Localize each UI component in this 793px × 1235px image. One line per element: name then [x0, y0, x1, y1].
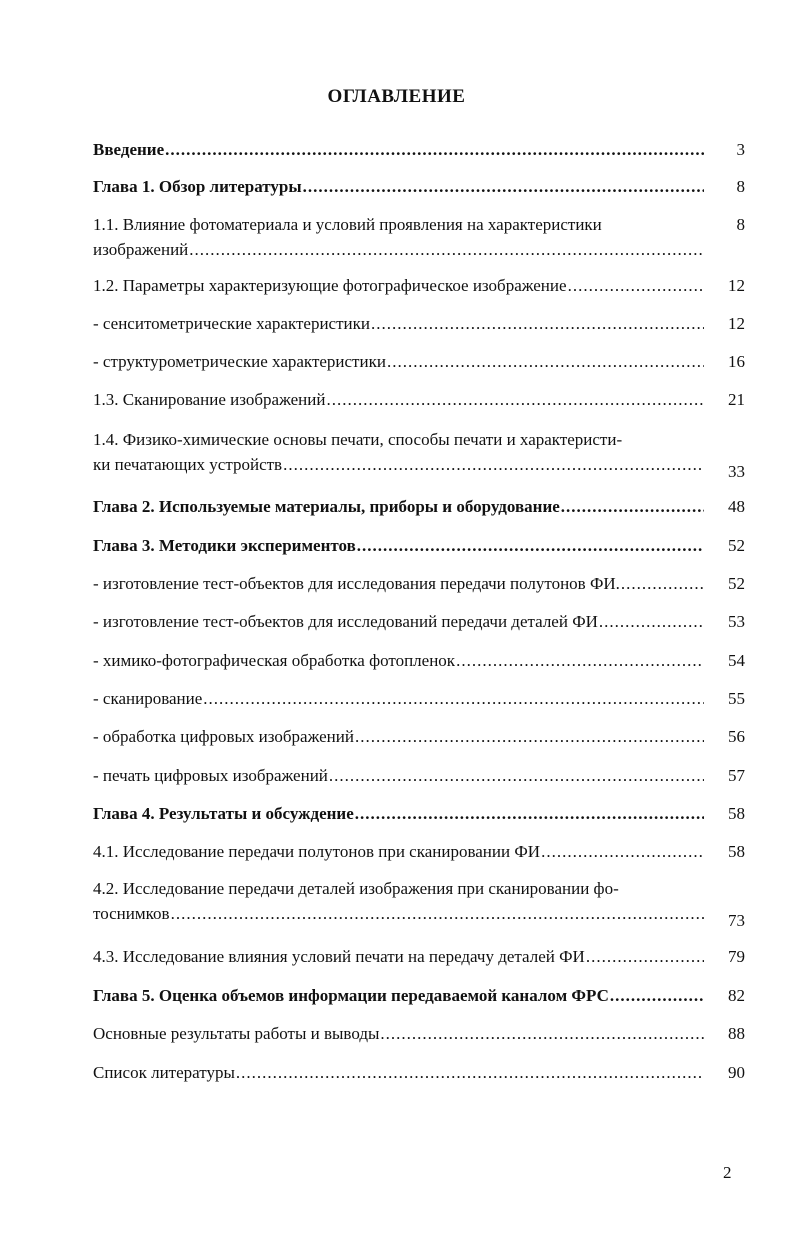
toc-leader [371, 311, 704, 336]
toc-leader [329, 763, 704, 788]
toc-entry-sensitometric [93, 311, 745, 336]
toc-entry-1-2 [93, 273, 745, 298]
toc-page-number: 57 [728, 766, 745, 785]
toc-leader [283, 452, 704, 477]
toc-entry-references [93, 1060, 745, 1085]
toc-page-number: 55 [728, 689, 745, 708]
toc-entry-4-2 [93, 876, 745, 930]
toc-entry-introduction [93, 137, 745, 162]
toc-entry-text: - сканирование [93, 689, 203, 708]
toc-leader [357, 533, 704, 558]
toc-entry-text: Список литературы [93, 1063, 235, 1082]
toc-page-number: 90 [728, 1063, 745, 1082]
toc-entry-text: - изготовление тест-объектов для исследования передачи полутонов ФИ. [93, 574, 620, 593]
toc-entry-4-3 [93, 944, 745, 969]
toc-page-number: 58 [728, 804, 745, 823]
toc-entry-text: Введение [93, 140, 165, 159]
toc-entry-digital-printing [93, 763, 745, 788]
toc-page-number: 79 [728, 947, 745, 966]
toc-entry-1-4 [93, 427, 745, 481]
toc-page-number: 48 [728, 497, 745, 516]
toc-leader [541, 839, 704, 864]
toc-entry-text: - сенситометрические характеристики [93, 314, 370, 333]
toc-page-number: 12 [728, 314, 745, 333]
toc-leader [387, 349, 704, 374]
toc-page-number: 52 [728, 536, 745, 555]
toc-entry-first-line: 4.2. Исследование передачи деталей изображения при сканировании фо- [93, 879, 619, 898]
toc-entry-conclusions [93, 1021, 745, 1046]
toc-page-number: 12 [728, 276, 745, 295]
toc-entry-text: - печать цифровых изображений [93, 766, 328, 785]
toc-page-number: 16 [728, 352, 745, 371]
toc-entry-text: тоснимков [93, 904, 170, 923]
toc-entry-text: 4.3. Исследование влияния условий печати на передачу деталей ФИ [93, 947, 585, 966]
toc-entry-text: 1.2. Параметры характеризующие фотографическое изображение [93, 276, 567, 295]
toc-entry-chapter-3 [93, 533, 745, 558]
toc-leader [610, 983, 704, 1008]
toc-leader [568, 273, 704, 298]
toc-entry-text: - изготовление тест-объектов для исследований передачи деталей ФИ [93, 612, 598, 631]
toc-page-number: 73 [728, 911, 745, 930]
toc-leader [189, 237, 704, 262]
toc-entry-text: Основные результаты работы и выводы [93, 1024, 380, 1043]
toc-page-number: 33 [728, 462, 745, 481]
toc-leader [303, 174, 704, 199]
toc-entry-chapter-5 [93, 983, 745, 1008]
toc-page-number: 52 [728, 574, 745, 593]
toc-entry-text: Глава 4. Результаты и обсуждение [93, 804, 354, 823]
toc-entry-chapter-2 [93, 494, 745, 519]
toc-entry-text: Глава 2. Используемые материалы, приборы и оборудование [93, 497, 560, 516]
toc-page-number: 82 [728, 986, 745, 1005]
toc-leader [621, 571, 704, 596]
toc-entry-structurometric [93, 349, 745, 374]
toc-entry-text: Глава 1. Обзор литературы [93, 177, 302, 196]
toc-page-number: 56 [728, 727, 745, 746]
toc-entry-text: - структурометрические характеристики [93, 352, 386, 371]
toc-entry-4-1 [93, 839, 745, 864]
toc-entry-chapter-4 [93, 801, 745, 826]
toc-leader [171, 901, 704, 926]
toc-entry-digital-processing [93, 724, 745, 749]
toc-page-number: 8 [736, 177, 745, 196]
toc-entry-chapter-1 [93, 174, 745, 199]
toc-page-number: 58 [728, 842, 745, 861]
toc-page-number: 88 [728, 1024, 745, 1043]
toc-page-number: 8 [736, 215, 745, 234]
toc-entry-text: 4.1. Исследование передачи полутонов при сканировании ФИ [93, 842, 541, 861]
toc-entry-first-line: 1.4. Физико-химические основы печати, способы печати и характеристи- [93, 430, 623, 449]
page-number: 2 [723, 1163, 732, 1182]
toc-leader [355, 724, 704, 749]
toc-leader [203, 686, 704, 711]
toc-entry-1-1 [93, 212, 745, 262]
toc-entry-text: Глава 3. Методики экспериментов [93, 536, 356, 555]
toc-entry-detail-test [93, 609, 745, 634]
toc-entry-1-3 [93, 387, 745, 412]
toc-entry-text: ки печатающих устройств [93, 455, 283, 474]
toc-page-number: 54 [728, 651, 745, 670]
toc-entry-scanning [93, 686, 745, 711]
toc-entry-text: - химико-фотографическая обработка фотопленок [93, 651, 456, 670]
toc-entry-text: - обработка цифровых изображений [93, 727, 354, 746]
toc-entry-halftone-test [93, 571, 745, 596]
toc-leader [326, 387, 704, 412]
toc-leader [599, 609, 704, 634]
toc-entry-first-line: 1.1. Влияние фотоматериала и условий проявления на характеристики [93, 215, 602, 234]
toc-leader [561, 494, 704, 519]
toc-entry-text: 1.3. Сканирование изображений [93, 390, 326, 409]
toc-entry-text: Глава 5. Оценка объемов информации передаваемой каналом ФРС [93, 986, 609, 1005]
toc-entry-text: изображений [93, 240, 189, 259]
toc-leader [380, 1021, 704, 1046]
toc-leader [236, 1060, 704, 1085]
toc-page-number: 53 [728, 612, 745, 631]
toc-entry-film-processing [93, 648, 745, 673]
toc-page-number: 3 [736, 140, 745, 159]
page-title: ОГЛАВЛЕНИЕ [327, 86, 466, 107]
toc-leader [165, 137, 704, 162]
toc-leader [355, 801, 704, 826]
toc-leader [586, 944, 704, 969]
toc-page-number: 21 [728, 390, 745, 409]
toc-leader [456, 648, 704, 673]
